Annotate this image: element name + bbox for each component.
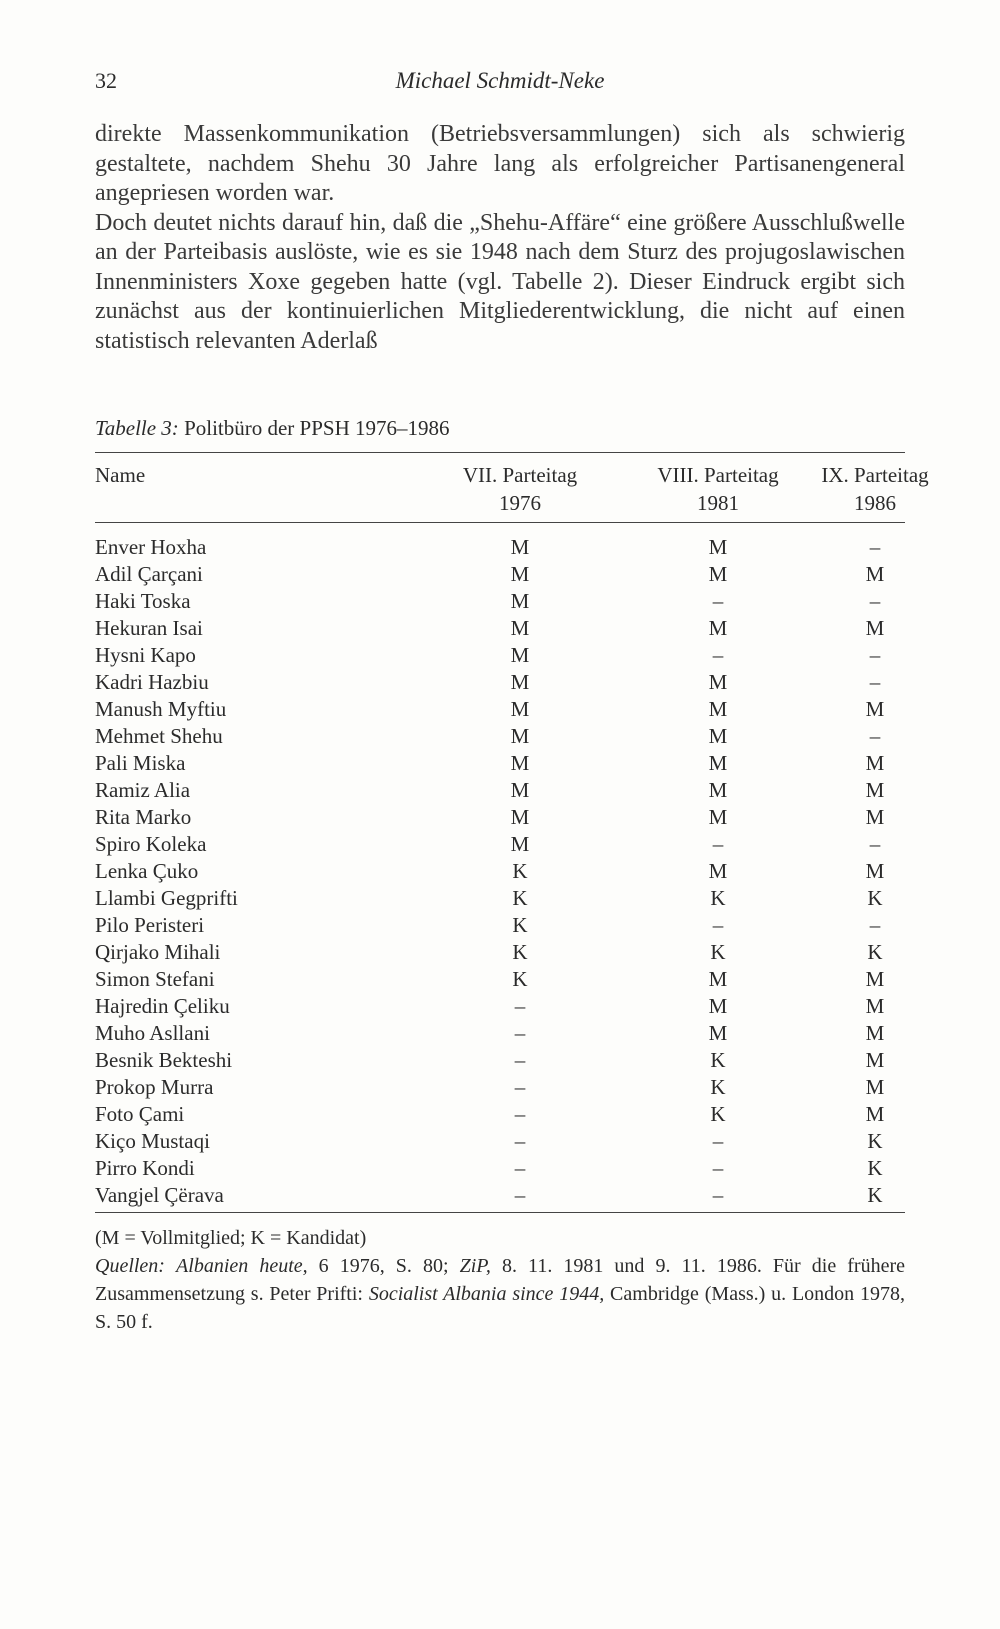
table-row bbox=[95, 1128, 905, 1155]
header-col3-line2: 1986 bbox=[854, 491, 896, 515]
cell-1976: – bbox=[514, 1183, 526, 1207]
cell-name: Hajredin Çeliku bbox=[95, 994, 230, 1018]
paragraph-2: Doch deutet nichts darauf hin, daß die „Shehu-Affäre“ eine größere Ausschlußwelle an der Parteibasis auslöste, wie es sie 1948 nach dem Sturz des projugoslawischen Innenministers Xoxe gegeben hatte (vgl. Tabelle 2). Dieser Eindruck ergibt sich zunächst aus der kontinuierlichen Mitgliederentwicklung, die nicht auf einen statistisch relevanten Aderlaß bbox=[95, 209, 905, 354]
cell-1986: K bbox=[867, 1183, 883, 1207]
cell-1986: M bbox=[865, 751, 885, 775]
cell-name: Enver Hoxha bbox=[95, 535, 207, 559]
cell-1986: M bbox=[865, 967, 885, 991]
cell-name: Pilo Peristeri bbox=[95, 913, 205, 937]
cell-name: Prokop Murra bbox=[95, 1075, 214, 1099]
table-header bbox=[95, 463, 929, 523]
table-row bbox=[95, 1074, 905, 1101]
cell-1986: M bbox=[865, 859, 885, 883]
cell-1976: M bbox=[510, 697, 530, 721]
source1-title: Albanien heute, bbox=[176, 1255, 308, 1277]
cell-1976: M bbox=[510, 562, 530, 586]
table-bottom-rule bbox=[95, 1212, 905, 1213]
source2-rest: 8. 11. 1981 und 9. 11. 1986. Für die frühere Zusammensetzung s. Peter Prifti: bbox=[95, 1255, 905, 1305]
table-caption bbox=[95, 416, 450, 441]
cell-1981: M bbox=[708, 1021, 728, 1045]
cell-name: Ramiz Alia bbox=[95, 778, 191, 802]
table-row bbox=[95, 750, 905, 777]
table-row bbox=[95, 723, 905, 750]
cell-name: Hekuran Isai bbox=[95, 616, 203, 640]
cell-1981: – bbox=[712, 832, 724, 856]
cell-name: Rita Marko bbox=[95, 805, 192, 829]
cell-1986: K bbox=[867, 1129, 883, 1153]
header-col2-line2: 1981 bbox=[697, 491, 739, 515]
cell-1981: – bbox=[712, 1129, 724, 1153]
source3-title: Socialist Albania since 1944, bbox=[368, 1283, 605, 1305]
cell-1976: K bbox=[512, 859, 528, 883]
cell-1986: – bbox=[869, 589, 881, 613]
source2-title: ZiP, bbox=[459, 1255, 491, 1277]
legend: (M = Vollmitglied; K = Kandidat) bbox=[95, 1227, 367, 1249]
page-header bbox=[95, 68, 905, 100]
cell-1976: K bbox=[512, 967, 528, 991]
header-name: Name bbox=[95, 463, 146, 487]
cell-1986: M bbox=[865, 697, 885, 721]
table-row bbox=[95, 858, 905, 885]
cell-name: Haki Toska bbox=[95, 589, 191, 613]
cell-1976: K bbox=[512, 940, 528, 964]
cell-1981: – bbox=[712, 1156, 724, 1180]
footnotes bbox=[95, 1224, 905, 1336]
cell-1976: M bbox=[510, 832, 530, 856]
header-col1-line1: VII. Parteitag bbox=[462, 463, 578, 487]
cell-1976: M bbox=[510, 724, 530, 748]
cell-name: Muho Asllani bbox=[95, 1021, 210, 1045]
cell-1981: M bbox=[708, 805, 728, 829]
cell-1986: M bbox=[865, 616, 885, 640]
cell-1976: – bbox=[514, 1048, 526, 1072]
cell-name: Vangjel Çërava bbox=[95, 1183, 224, 1207]
cell-1981: M bbox=[708, 778, 728, 802]
table-row bbox=[95, 1155, 905, 1182]
cell-1976: M bbox=[510, 670, 530, 694]
cell-name: Adil Çarçani bbox=[95, 562, 203, 586]
table-row bbox=[95, 885, 905, 912]
table-row bbox=[95, 1101, 905, 1128]
cell-1976: – bbox=[514, 1075, 526, 1099]
header-col3-line1: IX. Parteitag bbox=[821, 463, 929, 487]
paragraph-1: direkte Massenkommunikation (Betriebsversammlungen) sich als schwierig gestaltete, nachdem Shehu 30 Jahre lang als erfolgreicher Partisanengeneral angepriesen worden war. bbox=[95, 121, 905, 206]
cell-1976: K bbox=[512, 913, 528, 937]
table-row bbox=[95, 1020, 905, 1047]
cell-1986: M bbox=[865, 1021, 885, 1045]
cell-1981: – bbox=[712, 913, 724, 937]
table-caption-label: Tabelle 3: bbox=[95, 416, 179, 440]
table-row bbox=[95, 1182, 905, 1209]
cell-1986: – bbox=[869, 535, 881, 559]
page-number: 32 bbox=[95, 68, 117, 93]
cell-1976: M bbox=[510, 751, 530, 775]
cell-1976: M bbox=[510, 805, 530, 829]
table-row bbox=[95, 804, 905, 831]
cell-1986: K bbox=[867, 940, 883, 964]
cell-name: Kiço Mustaqi bbox=[95, 1129, 210, 1153]
cell-1981: K bbox=[710, 886, 726, 910]
table-top-rule bbox=[95, 452, 905, 453]
cell-1986: – bbox=[869, 913, 881, 937]
cell-name: Pirro Kondi bbox=[95, 1156, 195, 1180]
cell-1981: K bbox=[710, 1048, 726, 1072]
cell-1981: M bbox=[708, 967, 728, 991]
cell-name: Llambi Gegprifti bbox=[95, 886, 238, 910]
cell-1976: M bbox=[510, 589, 530, 613]
cell-1981: M bbox=[708, 751, 728, 775]
cell-1981: M bbox=[708, 562, 728, 586]
table-body bbox=[95, 534, 905, 1209]
table-row bbox=[95, 777, 905, 804]
table-row bbox=[95, 993, 905, 1020]
table-row bbox=[95, 831, 905, 858]
table-row bbox=[95, 642, 905, 669]
cell-1976: M bbox=[510, 535, 530, 559]
cell-1981: – bbox=[712, 643, 724, 667]
cell-name: Foto Çami bbox=[95, 1102, 185, 1126]
cell-name: Lenka Çuko bbox=[95, 859, 199, 883]
table-row bbox=[95, 966, 905, 993]
table-row bbox=[95, 696, 905, 723]
source3-rest: Cambridge (Mass.) u. London 1978, S. 50 f. bbox=[95, 1283, 905, 1333]
cell-1981: M bbox=[708, 535, 728, 559]
cell-1986: – bbox=[869, 832, 881, 856]
table-row bbox=[95, 534, 905, 561]
cell-name: Mehmet Shehu bbox=[95, 724, 223, 748]
cell-1981: M bbox=[708, 994, 728, 1018]
cell-1976: – bbox=[514, 994, 526, 1018]
cell-name: Pali Miska bbox=[95, 751, 186, 775]
cell-1986: M bbox=[865, 805, 885, 829]
cell-1976: M bbox=[510, 616, 530, 640]
header-col1-line2: 1976 bbox=[499, 491, 541, 515]
table-row bbox=[95, 912, 905, 939]
cell-1976: – bbox=[514, 1156, 526, 1180]
table-row bbox=[95, 669, 905, 696]
cell-1986: – bbox=[869, 643, 881, 667]
cell-1986: K bbox=[867, 886, 883, 910]
cell-1986: M bbox=[865, 1075, 885, 1099]
cell-name: Simon Stefani bbox=[95, 967, 215, 991]
cell-name: Hysni Kapo bbox=[95, 643, 196, 667]
source1-rest: 6 1976, S. 80; bbox=[307, 1255, 460, 1277]
cell-1976: – bbox=[514, 1102, 526, 1126]
cell-1986: M bbox=[865, 994, 885, 1018]
cell-1976: M bbox=[510, 778, 530, 802]
table-row bbox=[95, 561, 905, 588]
cell-name: Kadri Hazbiu bbox=[95, 670, 209, 694]
table-row bbox=[95, 615, 905, 642]
cell-1981: K bbox=[710, 1102, 726, 1126]
cell-1986: K bbox=[867, 1156, 883, 1180]
cell-1981: – bbox=[712, 589, 724, 613]
cell-name: Qirjako Mihali bbox=[95, 940, 221, 964]
cell-name: Spiro Koleka bbox=[95, 832, 207, 856]
cell-1976: – bbox=[514, 1129, 526, 1153]
table-row bbox=[95, 1047, 905, 1074]
cell-1981: M bbox=[708, 670, 728, 694]
sources-label: Quellen: bbox=[95, 1255, 165, 1277]
cell-1981: M bbox=[708, 616, 728, 640]
table-header-rule bbox=[95, 522, 905, 523]
cell-1981: M bbox=[708, 724, 728, 748]
body-text bbox=[95, 120, 905, 356]
sources bbox=[95, 1252, 905, 1336]
cell-1981: K bbox=[710, 940, 726, 964]
table-row bbox=[95, 939, 905, 966]
cell-1981: – bbox=[712, 1183, 724, 1207]
cell-1986: – bbox=[869, 670, 881, 694]
running-head: Michael Schmidt-Neke bbox=[395, 68, 605, 93]
cell-1981: K bbox=[710, 1075, 726, 1099]
cell-1976: – bbox=[514, 1021, 526, 1045]
cell-1986: M bbox=[865, 778, 885, 802]
cell-1986: M bbox=[865, 1048, 885, 1072]
cell-1981: M bbox=[708, 859, 728, 883]
table-caption-text: Politbüro der PPSH 1976–1986 bbox=[184, 416, 450, 440]
cell-1986: M bbox=[865, 1102, 885, 1126]
cell-1986: – bbox=[869, 724, 881, 748]
cell-1986: M bbox=[865, 562, 885, 586]
table-row bbox=[95, 588, 905, 615]
cell-1976: M bbox=[510, 643, 530, 667]
cell-1981: M bbox=[708, 697, 728, 721]
cell-name: Manush Myftiu bbox=[95, 697, 227, 721]
cell-name: Besnik Bekteshi bbox=[95, 1048, 233, 1072]
cell-1976: K bbox=[512, 886, 528, 910]
header-col2-line1: VIII. Parteitag bbox=[657, 463, 779, 487]
